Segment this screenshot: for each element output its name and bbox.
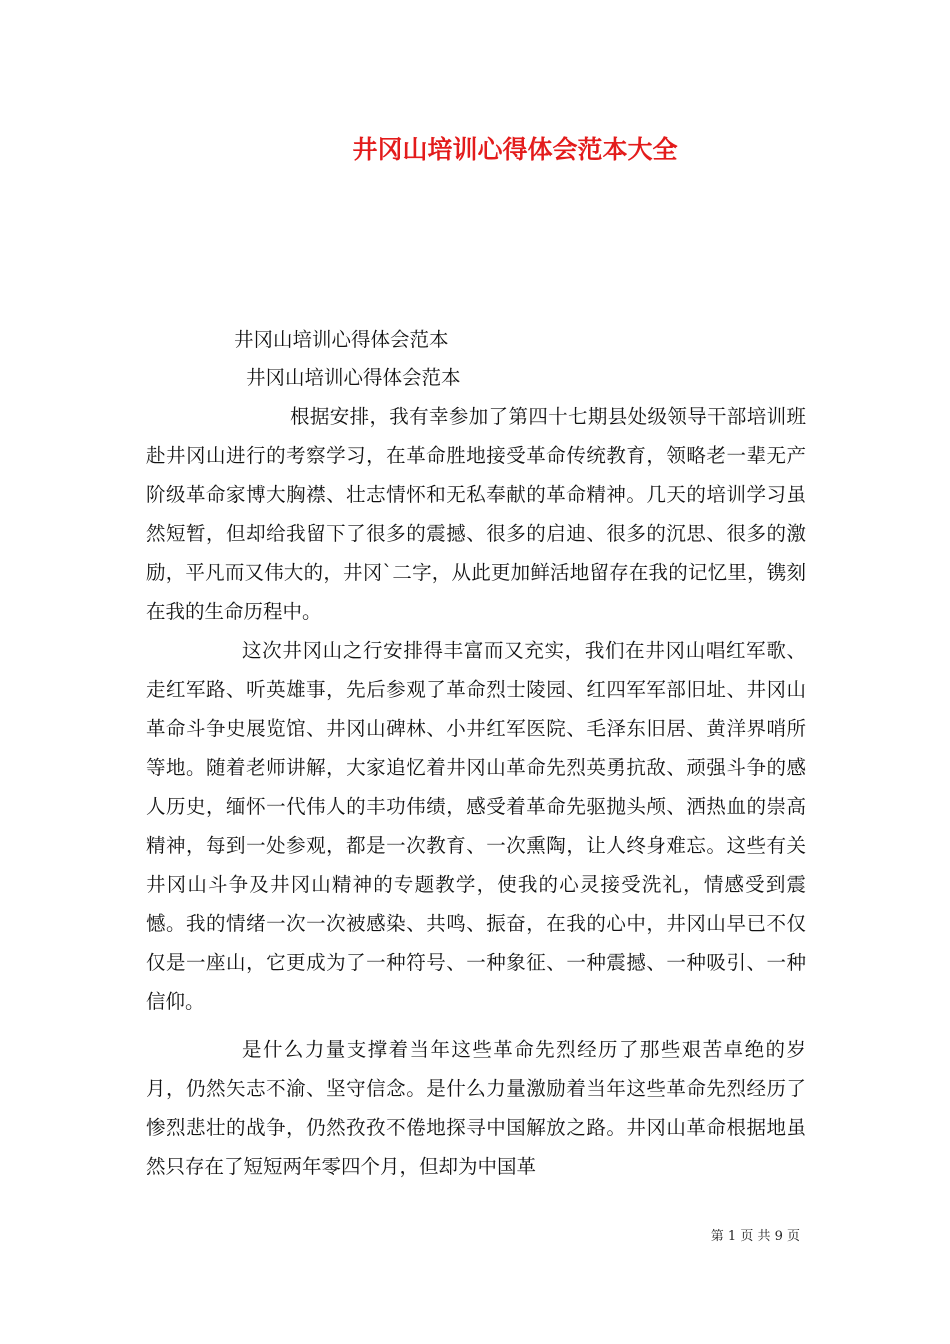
document-title: 井冈山培训心得体会范本大全 [352,135,678,164]
subtitle-line-1: 井冈山培训心得体会范本 [234,328,449,351]
paragraph-3: 是什么力量支撑着当年这些革命先烈经历了那些艰苦卓绝的岁月，仍然矢志不渝、坚守信念。是什么力量激励着当年这些革命先烈经历了惨烈悲壮的战争，仍然孜孜不倦地探寻中国解放之路。井冈山革命根据地虽然只存在了短短两年零四个月，但却为中国革 [146,1038,806,1178]
subtitle-line-2: 井冈山培训心得体会范本 [246,366,461,389]
paragraph-2: 这次井冈山之行安排得丰富而又充实，我们在井冈山唱红军歌、走红军路、听英雄事，先后参观了革命烈士陵园、红四军军部旧址、井冈山革命斗争史展览馆、井冈山碑林、小井红军医院、毛泽东旧居、黄洋界哨所等地。随着老师讲解，大家追忆着井冈山革命先烈英勇抗敌、顽强斗争的感人历史，缅怀一代伟人的丰功伟绩，感受着革命先驱抛头颅、洒热血的崇高精神，每到一处参观，都是一次教育、一次熏陶，让人终身难忘。这些有关井冈山斗争及井冈山精神的专题教学，使我的心灵接受洗礼，情感受到震憾。我的情绪一次一次被感染、共鸣、振奋，在我的心中，井冈山早已不仅仅是一座山，它更成为了一种符号、一种象征、一种震撼、一种吸引、一种信仰。 [146,639,806,1013]
page-footer: 第 1 页 共 9 页 [710,1229,800,1244]
paragraph-1: 根据安排，我有幸参加了第四十七期县处级领导干部培训班赴井冈山进行的考察学习，在革命胜地接受革命传统教育，领略老一辈无产阶级革命家博大胸襟、壮志情怀和无私奉献的革命精神。几天的培训学习虽然短暂，但却给我留下了很多的震撼、很多的启迪、很多的沉思、很多的激励，平凡而又伟大的，井冈`二字，从此更加鲜活地留存在我的记忆里，镌刻在我的生命历程中。 [146,405,806,623]
body-text [146,397,806,1186]
